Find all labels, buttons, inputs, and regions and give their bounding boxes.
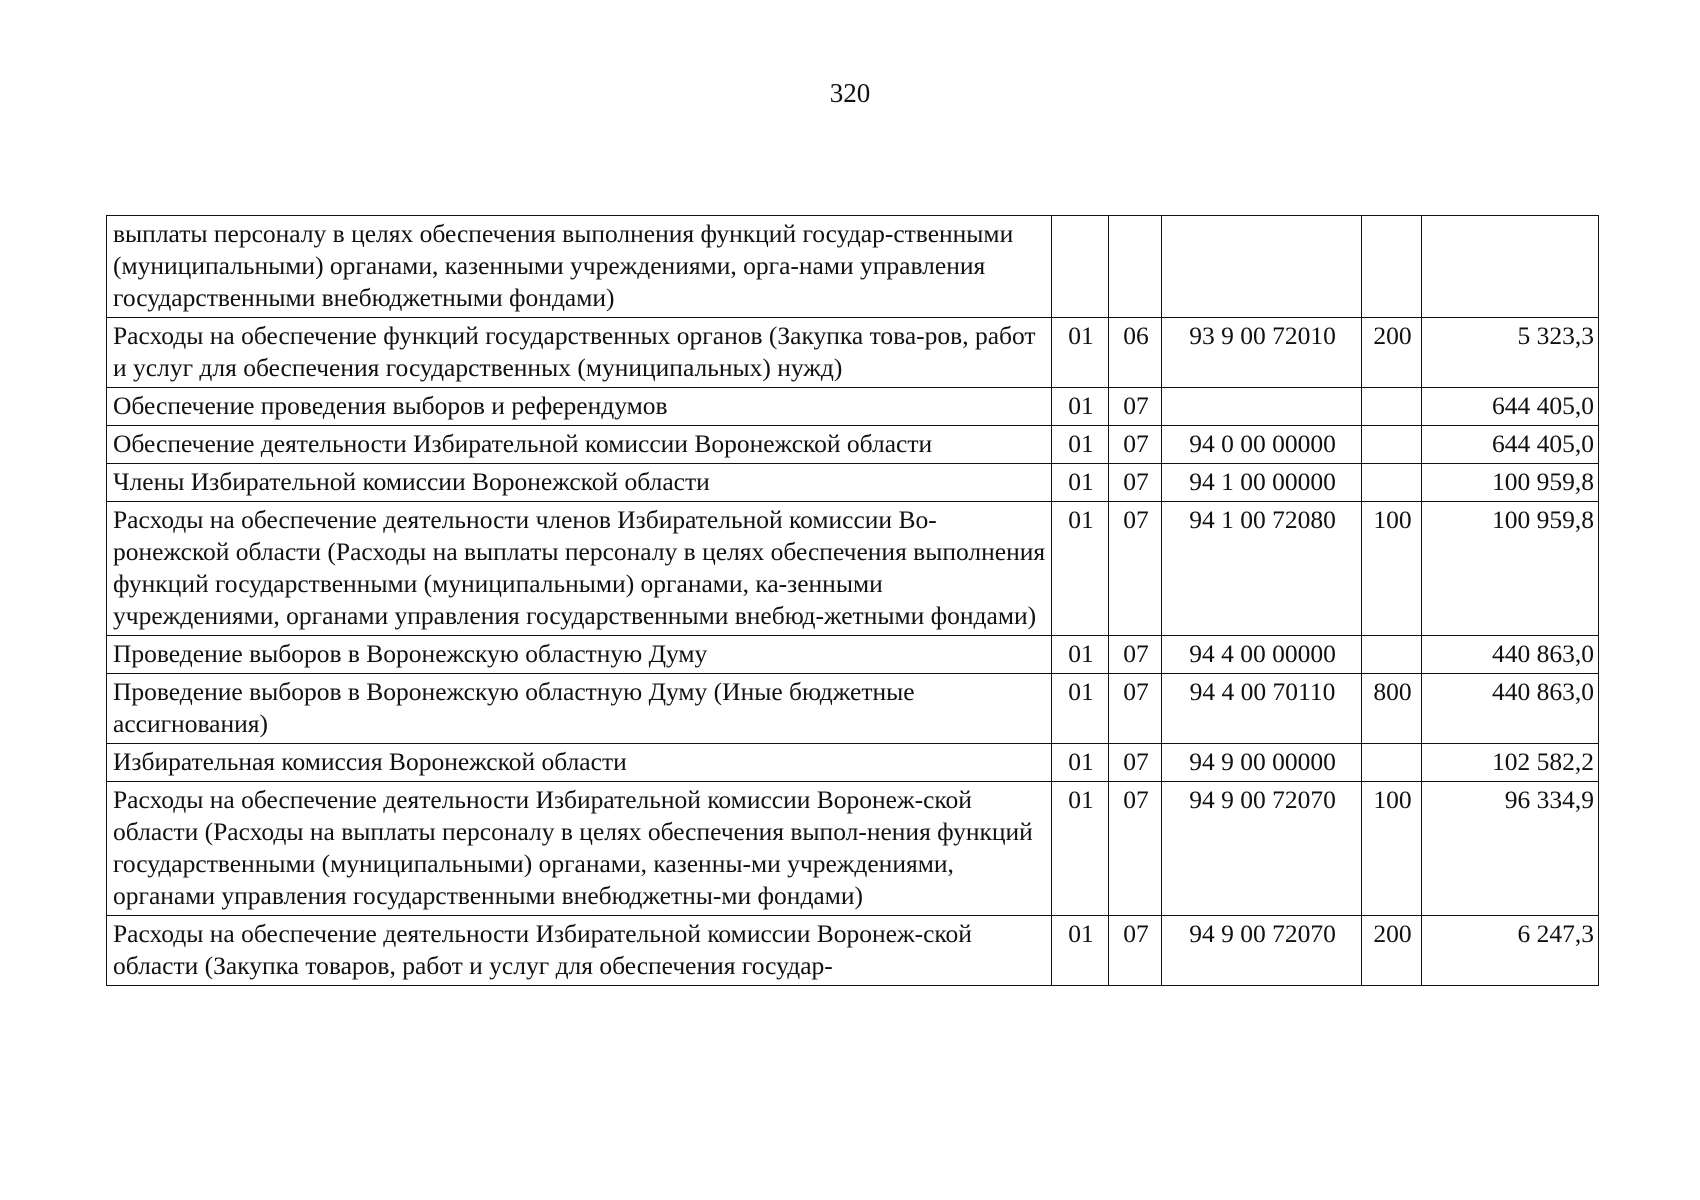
row-subsection-code: 07 [1109,426,1162,464]
row-target-article: 94 1 00 00000 [1162,464,1362,502]
row-description: Расходы на обеспечение функций государственных органов (Закупка това-ров, работ и услуг для обеспечения государственных (муниципальных) нужд) [107,318,1052,388]
row-subsection-code: 07 [1109,388,1162,426]
row-subsection-code: 07 [1109,782,1162,916]
row-description: Обеспечение проведения выборов и референдумов [107,388,1052,426]
row-target-article: 94 0 00 00000 [1162,426,1362,464]
row-target-article: 94 1 00 72080 [1162,502,1362,636]
row-description: Члены Избирательной комиссии Воронежской области [107,464,1052,502]
row-description: Проведение выборов в Воронежскую областную Думу [107,636,1052,674]
table-row [107,636,1599,674]
budget-table [106,215,1599,986]
table-row [107,318,1599,388]
row-description: выплаты персоналу в целях обеспечения выполнения функций государ-ственными (муниципальными) органами, казенными учреждениями, орга-нами управления государственными внебюджетными фондами) [107,216,1052,318]
row-expense-type: 200 [1362,916,1422,986]
row-expense-type [1362,426,1422,464]
row-expense-type [1362,636,1422,674]
row-subsection-code: 07 [1109,916,1162,986]
page-number: 320 [829,78,871,108]
row-amount: 440 863,0 [1422,636,1599,674]
row-amount: 440 863,0 [1422,674,1599,744]
row-target-article: 94 9 00 00000 [1162,744,1362,782]
row-description: Расходы на обеспечение деятельности Избирательной комиссии Воронеж-ской области (Закупка товаров, работ и услуг для обеспечения государ- [107,916,1052,986]
row-expense-type: 100 [1362,502,1422,636]
row-target-article: 94 9 00 72070 [1162,916,1362,986]
table-row [107,502,1599,636]
row-expense-type: 800 [1362,674,1422,744]
row-target-article: 94 4 00 70110 [1162,674,1362,744]
row-expense-type: 200 [1362,318,1422,388]
row-section-code: 01 [1052,916,1109,986]
row-description: Обеспечение деятельности Избирательной комиссии Воронежской области [107,426,1052,464]
row-section-code: 01 [1052,636,1109,674]
row-section-code: 01 [1052,426,1109,464]
row-expense-type [1362,744,1422,782]
table-row [107,674,1599,744]
row-amount: 644 405,0 [1422,388,1599,426]
table-row [107,388,1599,426]
row-target-article [1162,216,1362,318]
row-target-article: 94 9 00 72070 [1162,782,1362,916]
row-subsection-code: 07 [1109,636,1162,674]
table-row [107,426,1599,464]
row-subsection-code: 07 [1109,502,1162,636]
row-subsection-code: 07 [1109,464,1162,502]
row-section-code: 01 [1052,464,1109,502]
table-row [107,216,1599,318]
row-target-article [1162,388,1362,426]
row-expense-type [1362,388,1422,426]
table-row [107,782,1599,916]
row-expense-type [1362,464,1422,502]
row-amount: 100 959,8 [1422,502,1599,636]
row-amount: 102 582,2 [1422,744,1599,782]
row-description: Проведение выборов в Воронежскую областную Думу (Иные бюджетные ассигнования) [107,674,1052,744]
row-section-code: 01 [1052,674,1109,744]
row-target-article: 93 9 00 72010 [1162,318,1362,388]
table-row [107,464,1599,502]
row-subsection-code: 07 [1109,674,1162,744]
row-amount: 100 959,8 [1422,464,1599,502]
row-amount: 6 247,3 [1422,916,1599,986]
row-amount [1422,216,1599,318]
row-expense-type [1362,216,1422,318]
row-section-code: 01 [1052,782,1109,916]
row-amount: 96 334,9 [1422,782,1599,916]
row-subsection-code: 07 [1109,744,1162,782]
row-subsection-code [1109,216,1162,318]
row-description: Расходы на обеспечение деятельности Избирательной комиссии Воронеж-ской области (Расходы на выплаты персоналу в целях обеспечения выпол-нения функций государственными (муниципальными) органами, казенны-ми учреждениями, органами управления государственными внебюджетны-ми фондами) [107,782,1052,916]
row-section-code: 01 [1052,318,1109,388]
row-section-code: 01 [1052,388,1109,426]
row-amount: 5 323,3 [1422,318,1599,388]
row-section-code: 01 [1052,502,1109,636]
row-description: Расходы на обеспечение деятельности членов Избирательной комиссии Во-ронежской области (Расходы на выплаты персоналу в целях обеспечения выполнения функций государственными (муниципальными) органами, ка-зенными учреждениями, органами управления государственными внебюд-жетными фондами) [107,502,1052,636]
row-section-code: 01 [1052,744,1109,782]
row-amount: 644 405,0 [1422,426,1599,464]
table-row [107,744,1599,782]
row-expense-type: 100 [1362,782,1422,916]
row-target-article: 94 4 00 00000 [1162,636,1362,674]
row-section-code [1052,216,1109,318]
table-row [107,916,1599,986]
row-subsection-code: 06 [1109,318,1162,388]
row-description: Избирательная комиссия Воронежской области [107,744,1052,782]
